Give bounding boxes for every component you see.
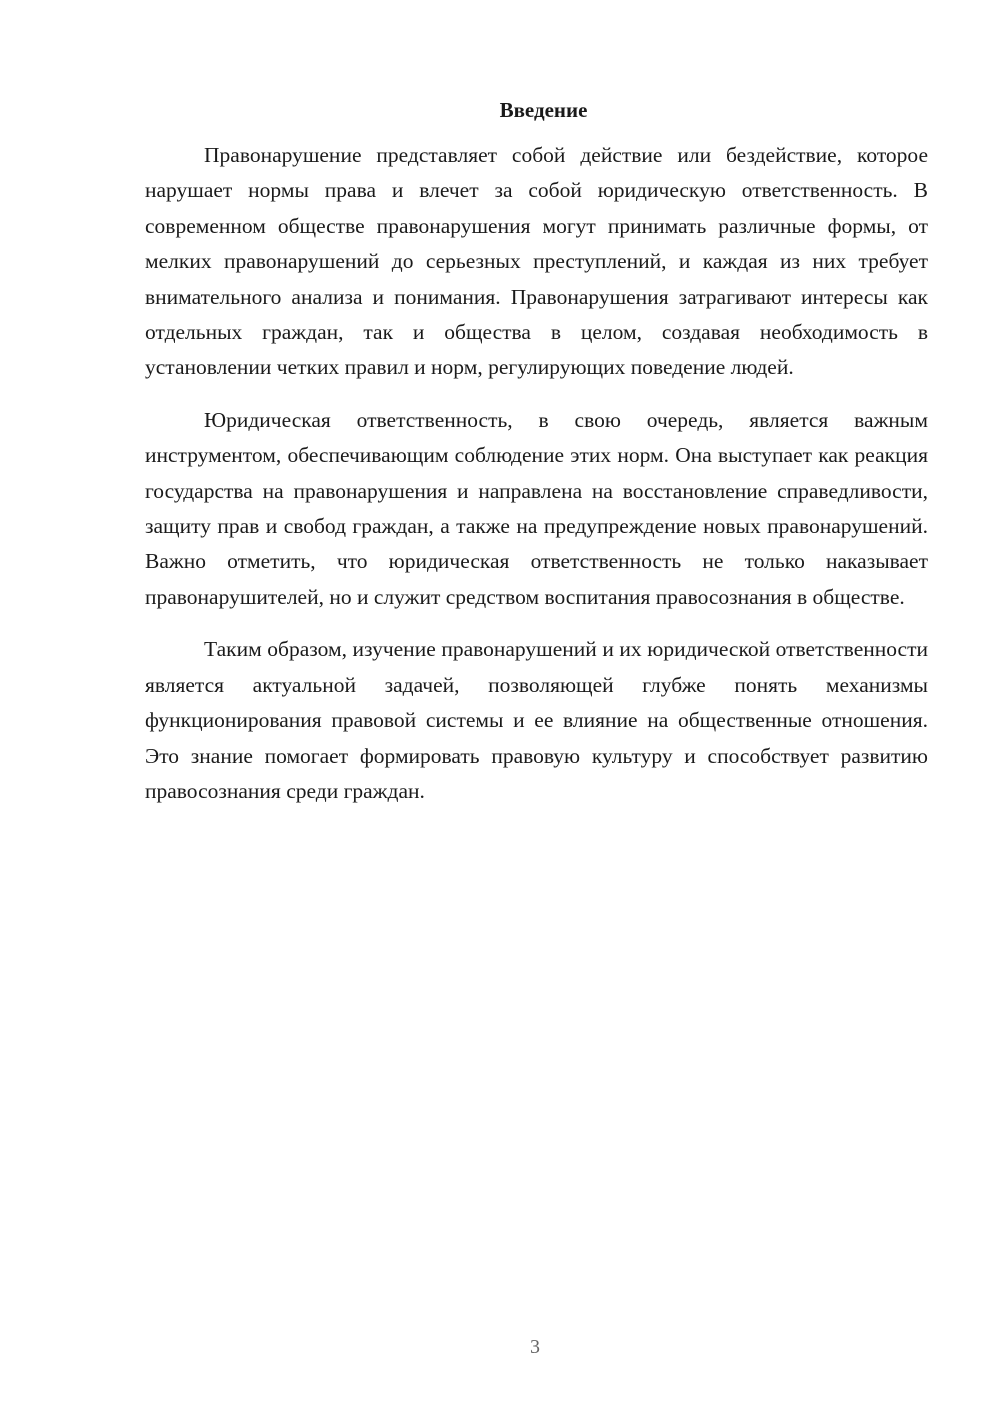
paragraph-1: Правонарушение представляет собой действие или бездействие, которое нарушает нормы права и влечет за собой юридическую ответственность. В современном обществе правонарушения могут принимать различные формы, от мелких правонарушений до серьезных преступлений, и каждая из них требует внимательного анализа и понимания. Правонарушения затрагивают интересы как отдельных граждан, так и общества в целом, создавая необходимость в установлении четких правил и норм, регулирующих поведение людей. [145, 143, 928, 380]
paragraph-3: Таким образом, изучение правонарушений и их юридической ответственности является актуальной задачей, позволяющей глубже понять механизмы функционирования правовой системы и ее влияние на общественные отношения. Это знание помогает формировать правовую культуру и способствует развитию правосознания среди граждан. [145, 637, 928, 803]
paragraph-2: Юридическая ответственность, в свою очередь, является важным инструментом, обеспечивающим соблюдение этих норм. Она выступает как реакция государства на правонарушения и направлена на восстановление справедливости, защиту прав и свобод граждан, а также на предупреждение новых правонарушений. Важно отметить, что юридическая ответственность не только наказывает правонарушителей, но и служит средством воспитания правосознания в обществе. [145, 407, 928, 609]
section-title: Введение [499, 98, 588, 122]
page-content [145, 96, 928, 826]
page-number: 3 [530, 1336, 540, 1358]
